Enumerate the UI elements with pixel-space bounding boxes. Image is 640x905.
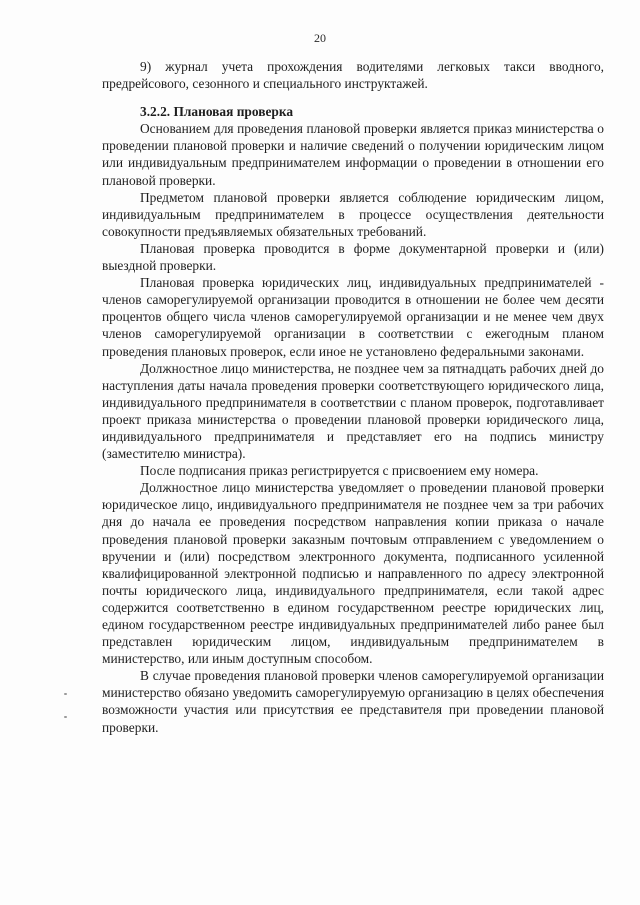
body-paragraph: Должностное лицо министерства, не позднее чем за пятнадцать рабочих дней до наступления даты начала проведения проверки соответствующего юридического лица, индивидуального предпринимателя в соответствии с планом проверок, подготавливает проект приказа министерства о проведении плановой проверки юридического лица, индивидуального предпринимателя и представляет его на подпись министру (заместителю министра). bbox=[102, 360, 604, 462]
page-number: 20 bbox=[314, 31, 326, 45]
list-item-9: 9) журнал учета прохождения водителями легковых такси вводного, предрейсового, сезонного и специального инструктажей. bbox=[102, 59, 604, 92]
body-paragraph: В случае проведения плановой проверки членов саморегулируемой организации министерство обязано уведомить саморегулируемую организацию в целях обеспечения возможности участия или присутствия ее представителя при проведении плановой проверки. bbox=[102, 668, 604, 735]
body-paragraph: Плановая проверка проводится в форме документарной проверки и (или) выездной проверки. bbox=[102, 240, 604, 274]
body-paragraph: После подписания приказ регистрируется с присвоением ему номера. bbox=[140, 463, 539, 479]
body-paragraph: Должностное лицо министерства уведомляет о проведении плановой проверки юридическое лицо, индивидуального предпринимателя не позднее чем за три рабочих дня до начала ее проведения посредством направления копии приказа о начале проведения плановой проверки заказным почтовым отправлением с уведомлением о вручении и (или) посредством электронного документа, подписанного усиленной квалифицированной электронной подписью и направленного по адресу электронной почты юридического лица, индивидуального предпринимателя, если такой адрес содержится соответственно в едином государственном реестре юридических лиц, едином государственном реестре индивидуальных предпринимателей либо ранее был представлен юридическим лицом, индивидуальным предпринимателем в министерство, или иным доступным способом. bbox=[102, 480, 604, 667]
scan-speck bbox=[64, 693, 67, 695]
body-paragraph: Предметом плановой проверки является соблюдение юридическим лицом, индивидуальным предпринимателем в процессе осуществления деятельности совокупности предъявляемых обязательных требований. bbox=[102, 189, 604, 239]
body-paragraph: Основанием для проведения плановой проверки является приказ министерства о проведении плановой проверки и наличие сведений о получении юридическим лицом или индивидуальным предпринимателем информации о проведении в отношении его плановой проверки. bbox=[102, 121, 604, 188]
scan-speck bbox=[64, 716, 67, 718]
document-body bbox=[102, 58, 604, 736]
section-heading: 3.2.2. Плановая проверка bbox=[140, 104, 294, 120]
body-paragraph: Плановая проверка юридических лиц, индивидуальных предпринимателей - членов саморегулируемой организации проводится в отношении не более чем десяти процентов общего числа членов саморегулируемой организации и не менее чем двух членов саморегулируемой организации в соответствии с ежегодным планом проведения плановых проверок, если иное не установлено федеральными законами. bbox=[102, 275, 604, 359]
